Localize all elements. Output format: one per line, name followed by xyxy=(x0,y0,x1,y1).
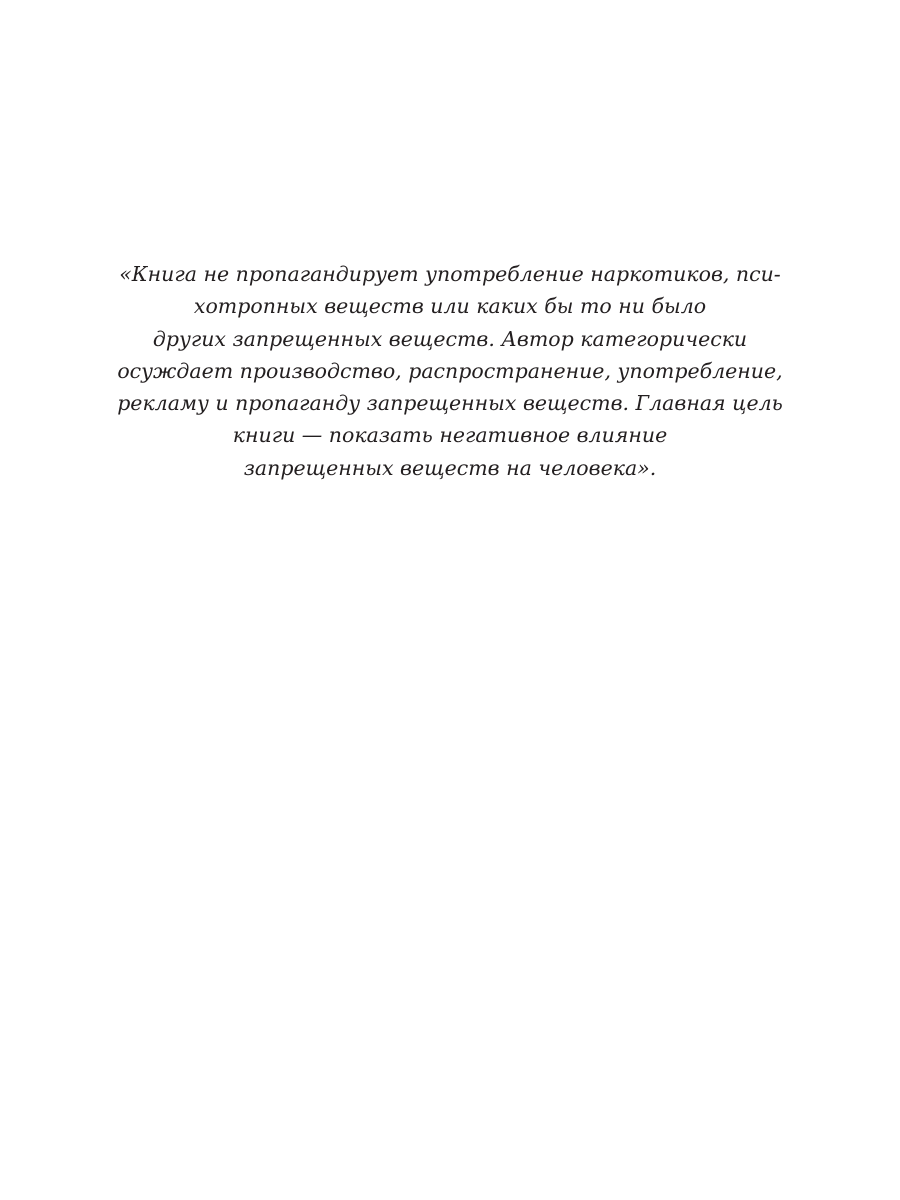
disclaimer-line: осуждает производство, распространение, употребление, xyxy=(117,358,783,383)
disclaimer-line: «Книга не пропагандирует употребление наркотиков, пси- xyxy=(119,262,781,286)
legal-disclaimer xyxy=(100,258,800,484)
disclaimer-line: запрещенных веществ на человека». xyxy=(243,455,657,480)
disclaimer-line: других запрещенных веществ. Автор категорически xyxy=(152,326,748,351)
disclaimer-line: рекламу и пропаганду запрещенных веществ. Главная цель xyxy=(117,391,783,416)
disclaimer-line: хотропных веществ или каких бы то ни было xyxy=(193,294,707,319)
disclaimer-line: книги — показать негативное влияние xyxy=(232,423,668,448)
